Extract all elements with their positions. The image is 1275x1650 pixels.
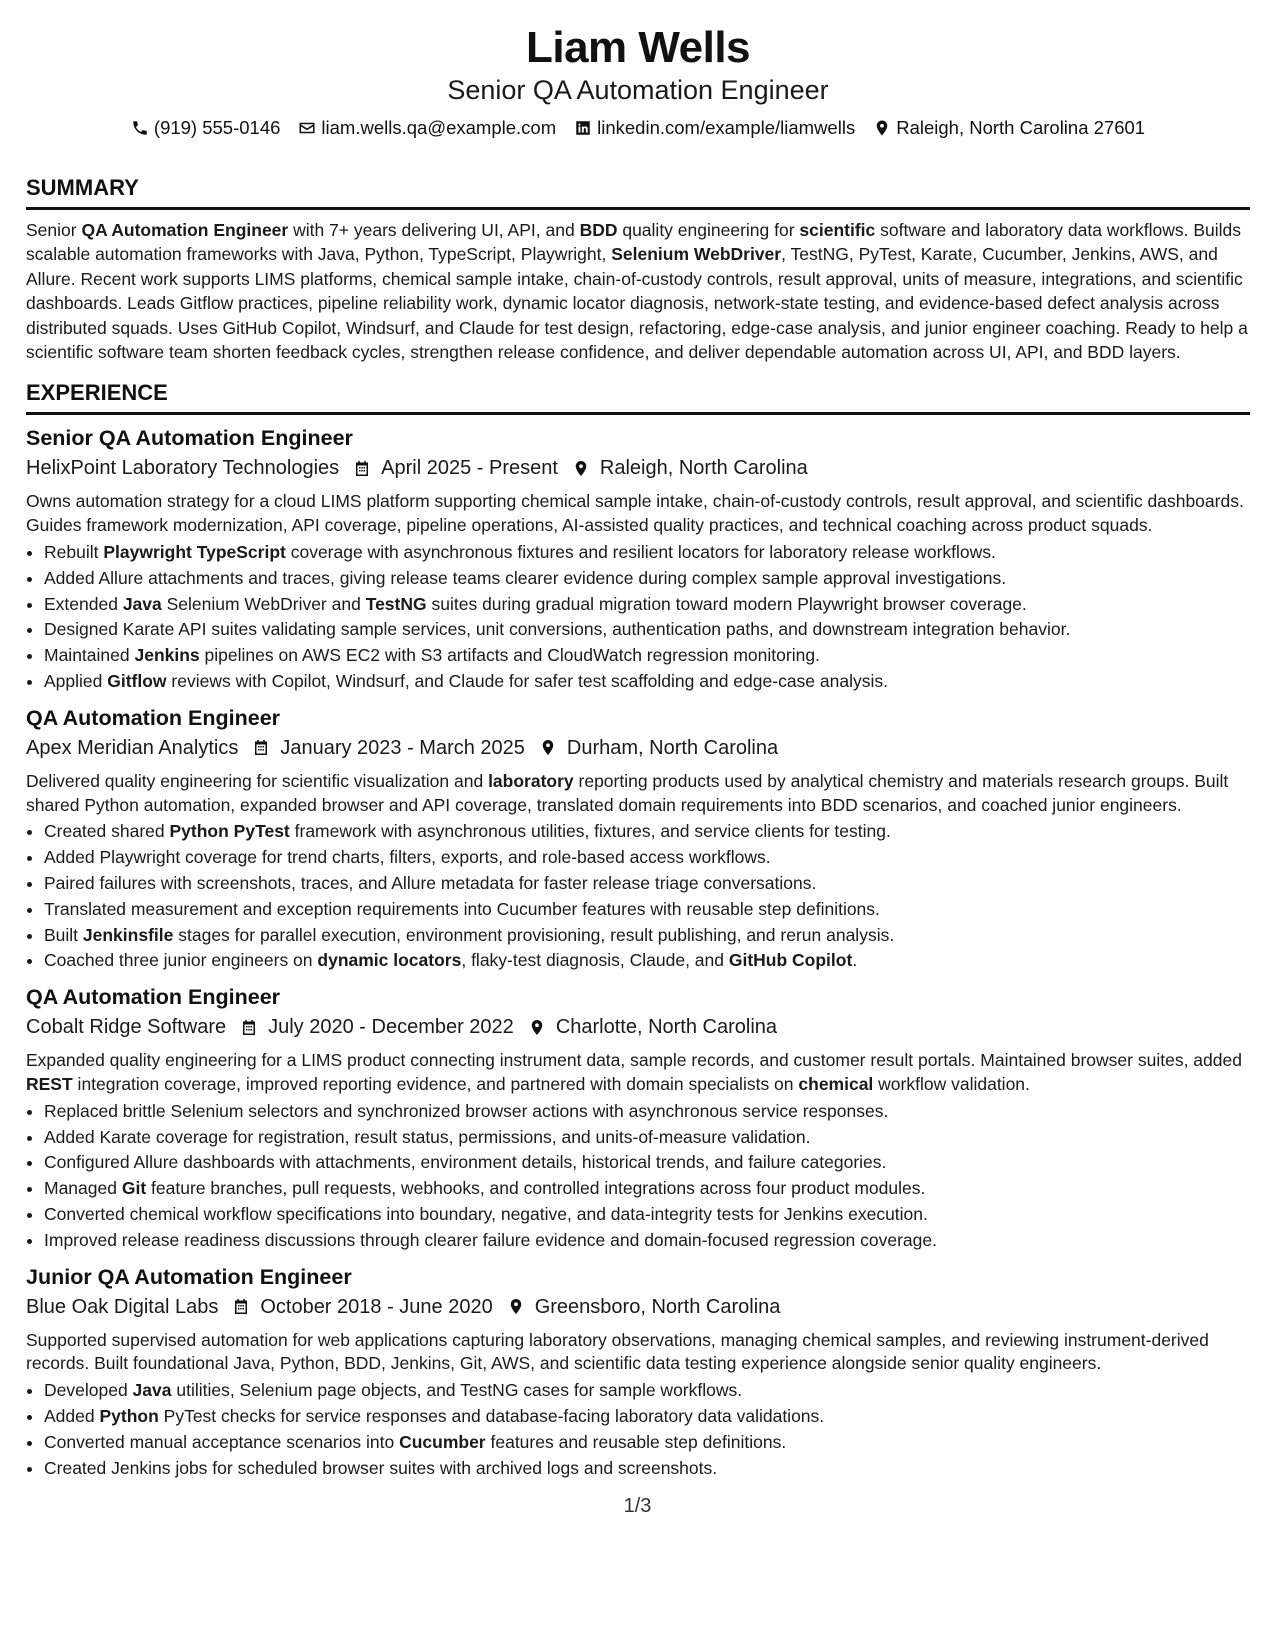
emphasis-text: Gitflow [107, 671, 167, 692]
job-meta [26, 734, 1250, 762]
phone-icon [131, 119, 149, 137]
job-bullets [26, 540, 1250, 695]
job-dates: April 2025 - Present [381, 457, 558, 480]
job-bullet: • Converted chemical workflow specifications into boundary, negative, and data-integrity tests for Jenkins execution. [44, 1202, 1250, 1228]
job-bullet: • Configured Allure dashboards with attachments, environment details, historical trends, and failure categories. [44, 1150, 1250, 1176]
page-number: 1/3 [623, 1495, 652, 1517]
emphasis-text: GitHub Copilot [728, 950, 853, 971]
job-bullet: • Improved release readiness discussions through clearer failure evidence and domain-focused regression coverage. [44, 1228, 1250, 1254]
calendar-icon [232, 1297, 250, 1316]
job-description: Delivered quality engineering for scientific visualization and laboratory reporting products used by analytical chemistry and materials research groups. Built shared Python automation, expanded browser and API coverage, translated domain requirements into BDD scenarios, and coached junior engineers. [26, 770, 1229, 815]
contact-location-text: Raleigh, North Carolina 27601 [896, 117, 1146, 138]
emphasis-text: Cucumber [399, 1431, 486, 1452]
job-description: Owns automation strategy for a cloud LIMS platform supporting chemical sample intake, chain-of-custody controls, result approval, and scientific dashboards. Guides framework modernization, API coverage, pipeline operations, AI-assisted quality practices, and technical coaching across product squads. [26, 491, 1244, 536]
contact-location [873, 116, 1145, 140]
emphasis-text: REST [26, 1073, 73, 1094]
summary-text: Senior QA Automation Engineer with 7+ years delivering UI, API, and BDD quality engineering for scientific software and laboratory data workflows. Builds scalable automation frameworks with Java, Python, TypeScript, Playwright, Selenium WebDriver, TestNG, PyTest, Karate, Cucumber, Jenkins, AWS, and Allure. Recent work supports LIMS platforms, chemical sample intake, chain-of-custody controls, result approval, units of measure, integrations, and scientific dashboards. Leads Gitflow practices, pipeline reliability work, dynamic locator diagnosis, network-state testing, and evidence-based defect analysis across distributed squads. Uses GitHub Copilot, Windsurf, and Claude for test design, refactoring, edge-case analysis, and junior engineer coaching. Ready to help a scientific software team shorten feedback cycles, strengthen release confidence, and deliver dependable automation across UI, API, and BDD layers. [26, 220, 1248, 363]
job-title: QA Automation Engineer [26, 705, 281, 730]
emphasis-text: Jenkins [134, 645, 200, 666]
job-company: Blue Oak Digital Labs [26, 1295, 219, 1318]
emphasis-text: Python PyTest [169, 821, 290, 842]
resume-page [26, 22, 1250, 1481]
emphasis-text: scientific [799, 220, 876, 240]
job-meta [26, 1293, 1250, 1321]
job-description: Supported supervised automation for web applications capturing laboratory observations, managing chemical samples, and reviewing instrument-derived records. Built foundational Java, Python, BDD, Jenkins, Git, AWS, and scientific data testing experience alongside senior quality engineers. [26, 1329, 1209, 1374]
job-company: HelixPoint Laboratory Technologies [26, 457, 340, 480]
envelope-icon [298, 119, 316, 137]
job-meta [26, 454, 1250, 482]
job-bullet: • Built Jenkinsfile stages for parallel execution, environment provisioning, result publishing, and rerun analysis. [44, 923, 1250, 949]
emphasis-text: Java [122, 593, 162, 614]
job-bullet: • Coached three junior engineers on dynamic locators, flaky-test diagnosis, Claude, and GitHub Copilot. [44, 948, 1250, 974]
map-pin-icon [539, 738, 557, 757]
job-entry [26, 983, 1250, 1253]
job-dates: July 2020 - December 2022 [268, 1016, 514, 1039]
emphasis-text: laboratory [488, 770, 574, 791]
contact-phone [131, 116, 281, 140]
candidate-role: Senior QA Automation Engineer [447, 75, 829, 105]
contact-email[interactable] [298, 116, 556, 140]
job-title: QA Automation Engineer [26, 985, 281, 1010]
map-pin-icon [507, 1297, 525, 1316]
experience-section [26, 379, 1250, 1481]
emphasis-text: dynamic locators [317, 950, 462, 971]
job-entry [26, 704, 1250, 974]
job-location: Raleigh, North Carolina [599, 457, 808, 480]
job-bullet: • Created Jenkins jobs for scheduled browser suites with archived logs and screenshots. [44, 1456, 1250, 1482]
emphasis-text: Java [132, 1380, 172, 1401]
job-bullet: • Rebuilt Playwright TypeScript coverage with asynchronous fixtures and resilient locators for laboratory release workflows. [44, 540, 1250, 566]
job-bullet: • Designed Karate API suites validating sample services, unit conversions, authentication paths, and downstream integration behavior. [44, 617, 1250, 643]
contact-linkedin-text: linkedin.com/example/liamwells [597, 117, 856, 138]
emphasis-text: QA Automation Engineer [81, 220, 289, 240]
emphasis-text: Jenkinsfile [82, 924, 174, 945]
linkedin-icon [574, 119, 592, 137]
job-bullet: • Replaced brittle Selenium selectors and synchronized browser actions with asynchronous service responses. [44, 1099, 1250, 1125]
map-pin-icon [873, 119, 891, 137]
job-bullet: • Paired failures with screenshots, traces, and Allure metadata for faster release triage conversations. [44, 871, 1250, 897]
calendar-icon [240, 1018, 258, 1037]
map-pin-icon [572, 459, 590, 478]
emphasis-text: TestNG [365, 593, 427, 614]
summary-heading: SUMMARY [26, 174, 1250, 210]
experience-heading: EXPERIENCE [26, 379, 1250, 415]
contact-linkedin[interactable] [574, 116, 855, 140]
contact-bar [26, 116, 1250, 140]
job-company: Cobalt Ridge Software [26, 1016, 227, 1039]
job-bullet: • Maintained Jenkins pipelines on AWS EC2 with S3 artifacts and CloudWatch regression monitoring. [44, 643, 1250, 669]
job-company: Apex Meridian Analytics [26, 736, 239, 759]
emphasis-text: Playwright TypeScript [103, 542, 286, 563]
job-entry [26, 424, 1250, 694]
job-bullet: • Applied Gitflow reviews with Copilot, Windsurf, and Claude for safer test scaffolding and edge-case analysis. [44, 669, 1250, 695]
job-bullet: • Managed Git feature branches, pull requests, webhooks, and controlled integrations across four product modules. [44, 1176, 1250, 1202]
summary-section [26, 174, 1250, 364]
calendar-icon [353, 459, 371, 478]
job-title: Junior QA Automation Engineer [26, 1264, 352, 1289]
job-bullets [26, 1099, 1250, 1254]
job-list [26, 424, 1250, 1481]
job-description: Expanded quality engineering for a LIMS product connecting instrument data, sample records, and customer result portals. Maintained browser suites, added REST integration coverage, improved reporting evidence, and partnered with domain specialists on chemical workflow validation. [26, 1050, 1242, 1094]
job-entry [26, 1263, 1250, 1482]
contact-phone-text: (919) 555-0146 [153, 117, 281, 138]
job-bullet: • Added Python PyTest checks for service responses and database-facing laboratory data validations. [44, 1404, 1250, 1430]
emphasis-text: BDD [579, 220, 618, 240]
job-location: Greensboro, North Carolina [534, 1295, 781, 1318]
job-bullet: • Converted manual acceptance scenarios into Cucumber features and reusable step definitions. [44, 1430, 1250, 1456]
job-bullet: • Added Allure attachments and traces, giving release teams clearer evidence during complex sample approval investigations. [44, 566, 1250, 592]
candidate-name: Liam Wells [525, 23, 751, 72]
job-bullet: • Developed Java utilities, Selenium page objects, and TestNG cases for sample workflows. [44, 1378, 1250, 1404]
map-pin-icon [528, 1018, 546, 1037]
calendar-icon [252, 738, 270, 757]
job-dates: January 2023 - March 2025 [280, 736, 525, 759]
contact-email-text: liam.wells.qa@example.com [321, 117, 557, 138]
emphasis-text: Selenium WebDriver [611, 244, 782, 265]
job-dates: October 2018 - June 2020 [260, 1295, 493, 1318]
job-bullets [26, 1378, 1250, 1481]
job-bullet: • Extended Java Selenium WebDriver and TestNG suites during gradual migration toward modern Playwright browser coverage. [44, 592, 1250, 618]
job-bullet: • Created shared Python PyTest framework with asynchronous utilities, fixtures, and service clients for testing. [44, 819, 1250, 845]
emphasis-text: Git [121, 1178, 147, 1199]
job-bullet: • Translated measurement and exception requirements into Cucumber features with reusable step definitions. [44, 897, 1250, 923]
emphasis-text: chemical [798, 1073, 874, 1094]
job-meta [26, 1013, 1250, 1041]
job-location: Charlotte, North Carolina [555, 1016, 778, 1039]
job-bullet: • Added Karate coverage for registration, result status, permissions, and units-of-measure validation. [44, 1125, 1250, 1151]
job-title: Senior QA Automation Engineer [26, 426, 353, 451]
emphasis-text: Python [99, 1405, 159, 1426]
job-bullet: • Added Playwright coverage for trend charts, filters, exports, and role-based access workflows. [44, 845, 1250, 871]
job-bullets [26, 819, 1250, 974]
job-location: Durham, North Carolina [566, 736, 779, 759]
